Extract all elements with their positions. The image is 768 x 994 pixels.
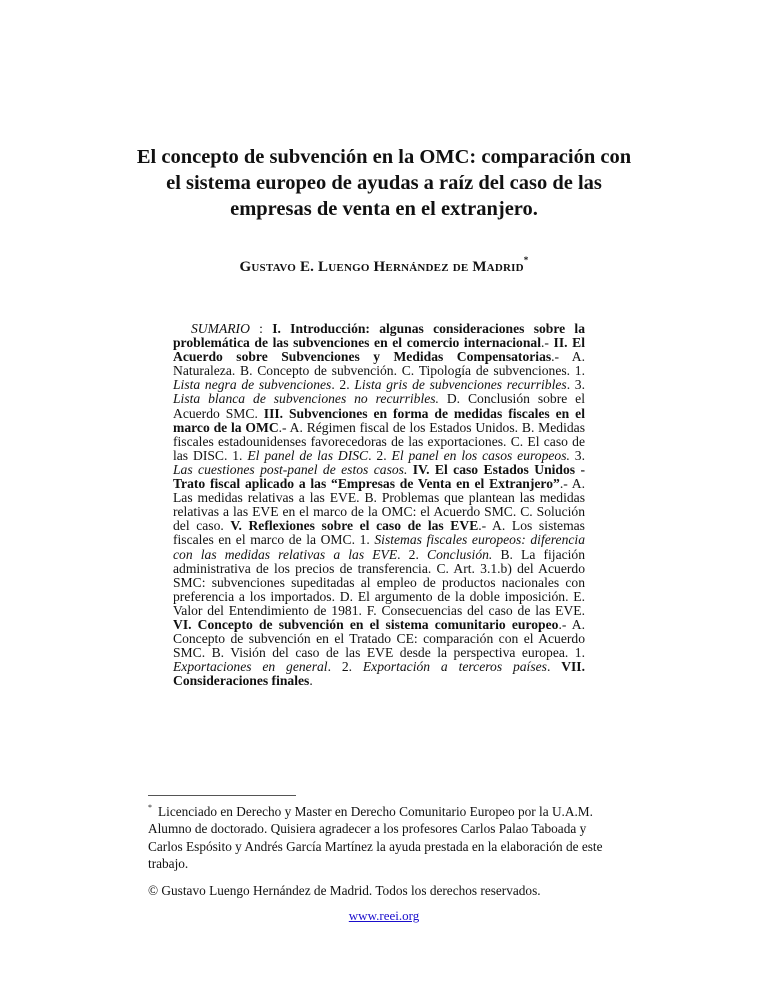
summary-subsection-italic: Exportación a terceros países [362, 659, 547, 675]
summary-subsection-italic: Las cuestiones post-panel de estos casos. [173, 461, 408, 477]
footnote [148, 803, 622, 873]
summary-text: 3. [569, 447, 585, 463]
article-title [100, 144, 668, 222]
summary-section-heading: IV. El caso Estados Unidos - Trato fiscal aplicado a las “Empresas de Venta en el Extranjero” [173, 461, 585, 492]
author-footnote-mark: * [523, 255, 529, 265]
website-link[interactable]: www.reei.org [348, 908, 420, 923]
author-text: Gustavo E. Luengo Hernández de Madrid [239, 259, 524, 275]
summary-section-heading: VI. Concepto de subvención en el sistema comunitario europeo [173, 616, 559, 632]
summary-subsection-italic: Lista negra de subvenciones [173, 377, 332, 393]
author-name [0, 255, 768, 276]
summary-subsection-italic: Exportaciones en general [173, 659, 328, 675]
title-line: empresas de venta en el extranjero. [230, 198, 538, 220]
summary-subsection-italic: Lista blanca de subvenciones no recurribles. [173, 391, 439, 407]
summary-text: .- A. Concepto de subvención en el Tratado CE: comparación con el Acuerdo SMC. B. Visión del caso de las EVE desde la perspectiva europea. 1. [173, 616, 586, 661]
page-footer [0, 775, 768, 924]
copyright-notice: © Gustavo Luengo Hernández de Madrid. Todos los derechos reservados. [148, 883, 541, 898]
summary-paragraph [173, 322, 585, 688]
title-line: El concepto de subvención en la OMC: comparación con [136, 146, 632, 168]
summary-text: . 2. [327, 659, 363, 675]
summary-text: D. Conclusión sobre el Acuerdo SMC. [173, 391, 585, 421]
footnote-text: Licenciado en Derecho y Master en Derecho Comunitario Europeo por la U.A.M. Alumno de doctorado. Quisiera agradecer a los profesores Carlos Palao Taboada y Carlos Espósito y Andrés García Martínez la ayuda prestada en la elaboración de este trabajo. [148, 803, 603, 872]
footnote-divider [148, 795, 296, 796]
footnote-mark: * [148, 802, 152, 812]
summary-section-heading: III. Subvenciones en forma de medidas fiscales en el marco de la OMC [173, 405, 585, 435]
summary-text: B. La fijación administrativa de los precios de transferencia. C. Art. 3.1.b) del Acuerdo SMC: subvenciones supeditadas al empleo de productos nacionales con preferencia a los importados. D. El argumento de la doble imposición. E. Valor del Entendimiento de 1981. F. Consecuencias del caso de las EVE. [173, 546, 586, 618]
summary-section-heading: VII. Consideraciones finales [173, 659, 585, 689]
summary-text: .- A. Naturaleza. B. Concepto de subvención. C. Tipología de subvenciones. 1. [173, 349, 585, 379]
summary-text: . 2. [331, 377, 355, 393]
summary-text: .- A. Las medidas relativas a las EVE. B. Problemas que plantean las medidas relativas a las EVE en el marco de la OMC: el Acuerdo SMC. C. Solución del caso. [173, 476, 585, 534]
summary-text: . [546, 659, 562, 675]
summary-text: . [309, 673, 313, 689]
website-footer [0, 908, 768, 924]
summary-text: .- [540, 335, 554, 351]
summary-section-heading: I. Introducción: algunas consideraciones sobre la problemática de las subvenciones en el comercio internacional [173, 321, 586, 351]
summary-subsection-italic: El panel en los casos europeos. [391, 447, 570, 463]
summary-text: .- A. Régimen fiscal de los Estados Unidos. B. Medidas fiscales estadounidenses favorecedoras de las exportaciones. C. El caso de las DISC. 1. [173, 419, 585, 463]
summary-text: . 2. [368, 447, 392, 463]
summary-text: : [249, 321, 273, 336]
summary-subsection-italic: Lista gris de subvenciones recurribles [354, 377, 567, 393]
summary-text: .- A. Los sistemas fiscales en el marco de la OMC. 1. [173, 518, 585, 548]
title-line: el sistema europeo de ayudas a raíz del caso de las [166, 172, 602, 194]
summary-section-heading: V. Reflexiones sobre el caso de las EVE [230, 518, 479, 534]
summary-subsection-italic: SUMARIO [191, 321, 250, 336]
summary-section-heading: II. El Acuerdo sobre Subvenciones y Medidas Compensatorias [173, 335, 585, 365]
summary-subsection-italic: El panel de las DISC [247, 447, 369, 463]
summary-subsection-italic: Sistemas fiscales europeos: diferencia con las medidas relativas a las EVE [173, 532, 585, 562]
summary-text: . 2. [397, 546, 427, 562]
summary-subsection-italic: Conclusión. [427, 546, 493, 562]
summary-text: . 3. [566, 377, 585, 393]
